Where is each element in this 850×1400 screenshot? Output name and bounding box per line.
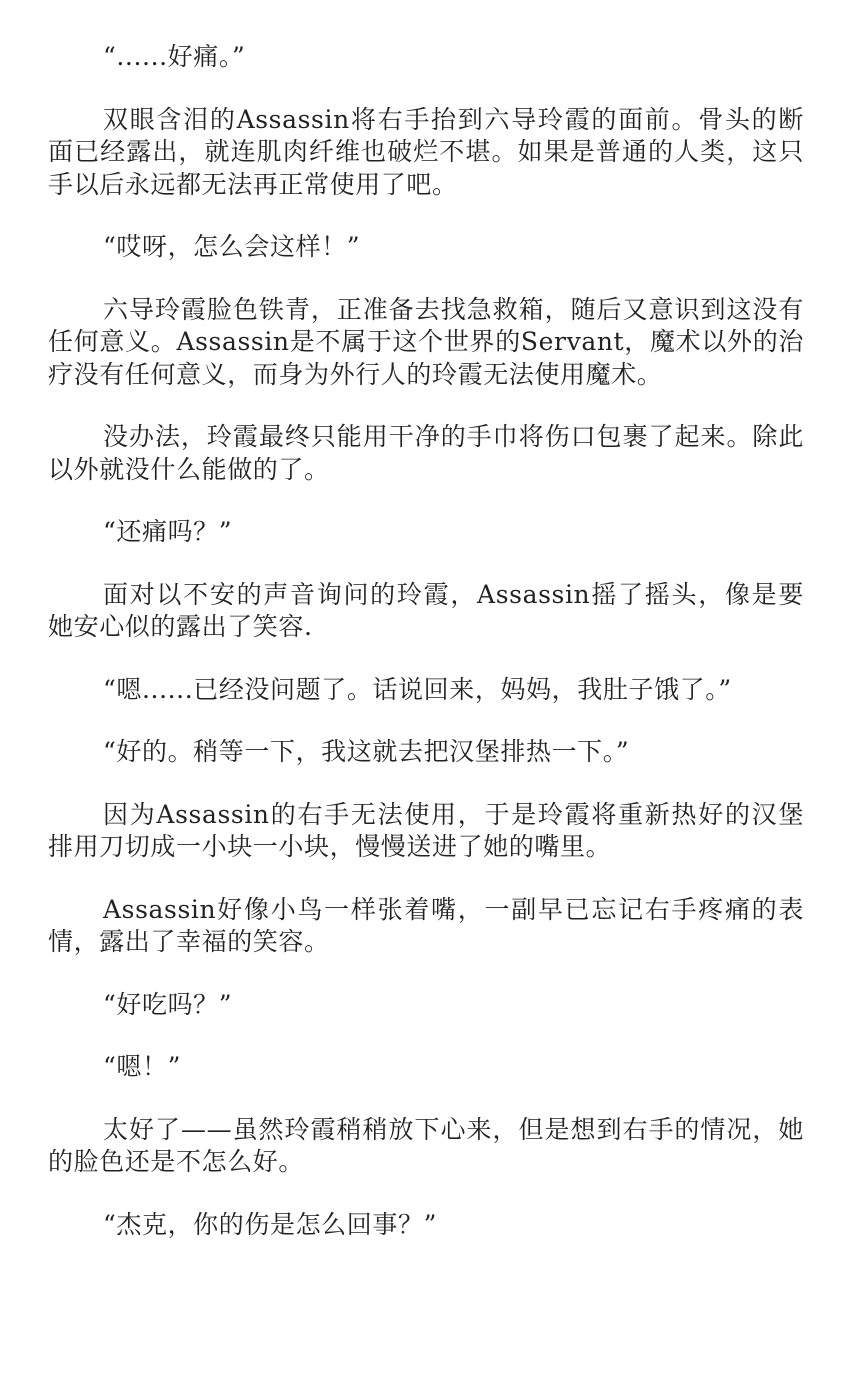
- paragraph: 太好了——虽然玲霞稍稍放下心来，但是想到右手的情况，她的脸色还是不怎么好。: [48, 1114, 804, 1176]
- paragraph: 因为Assassin的右手无法使用，于是玲霞将重新热好的汉堡排用刀切成一小块一小块，慢慢送进了她的嘴里。: [48, 799, 804, 861]
- paragraph: “哎呀，怎么会这样！”: [103, 232, 361, 261]
- paragraph: “杰克，你的伤是怎么回事？”: [103, 1209, 437, 1239]
- paragraph: “嗯......已经没问题了。话说回来，妈妈，我肚子饿了。”: [103, 674, 732, 704]
- paragraph: 面对以不安的声音询问的玲霞，Assassin摇了摇头，像是要她安心似的露出了笑容.: [48, 579, 804, 641]
- paragraph: “还痛吗？”: [103, 517, 233, 546]
- paragraph: 六导玲霞脸色铁青，正准备去找急救箱，随后又意识到这没有任何意义。Assassin是不属于这个世界的Servant，魔术以外的治疗没有任何意义，而身为外行人的玲霞无法使用魔术。: [48, 294, 804, 389]
- paragraph: “......好痛。”: [103, 42, 246, 71]
- paragraph: 没办法，玲霞最终只能用干净的手巾将伤口包裹了起来。除此以外就没什么能做的了。: [48, 422, 804, 484]
- paragraph: Assassin好像小鸟一样张着嘴，一副早已忘记右手疼痛的表情，露出了幸福的笑容。: [48, 894, 804, 956]
- paragraph: “嗯！”: [103, 1052, 181, 1081]
- paragraph: “好的。稍等一下，我这就去把汉堡排热一下。”: [103, 737, 630, 766]
- paragraph: 双眼含泪的Assassin将右手抬到六导玲霞的面前。骨头的断面已经露出，就连肌肉纤维也破烂不堪。如果是普通的人类，这只手以后永远都无法再正常使用了吧。: [48, 104, 804, 199]
- document-page: [48, 41, 804, 1271]
- paragraph: “好吃吗？”: [103, 989, 233, 1019]
